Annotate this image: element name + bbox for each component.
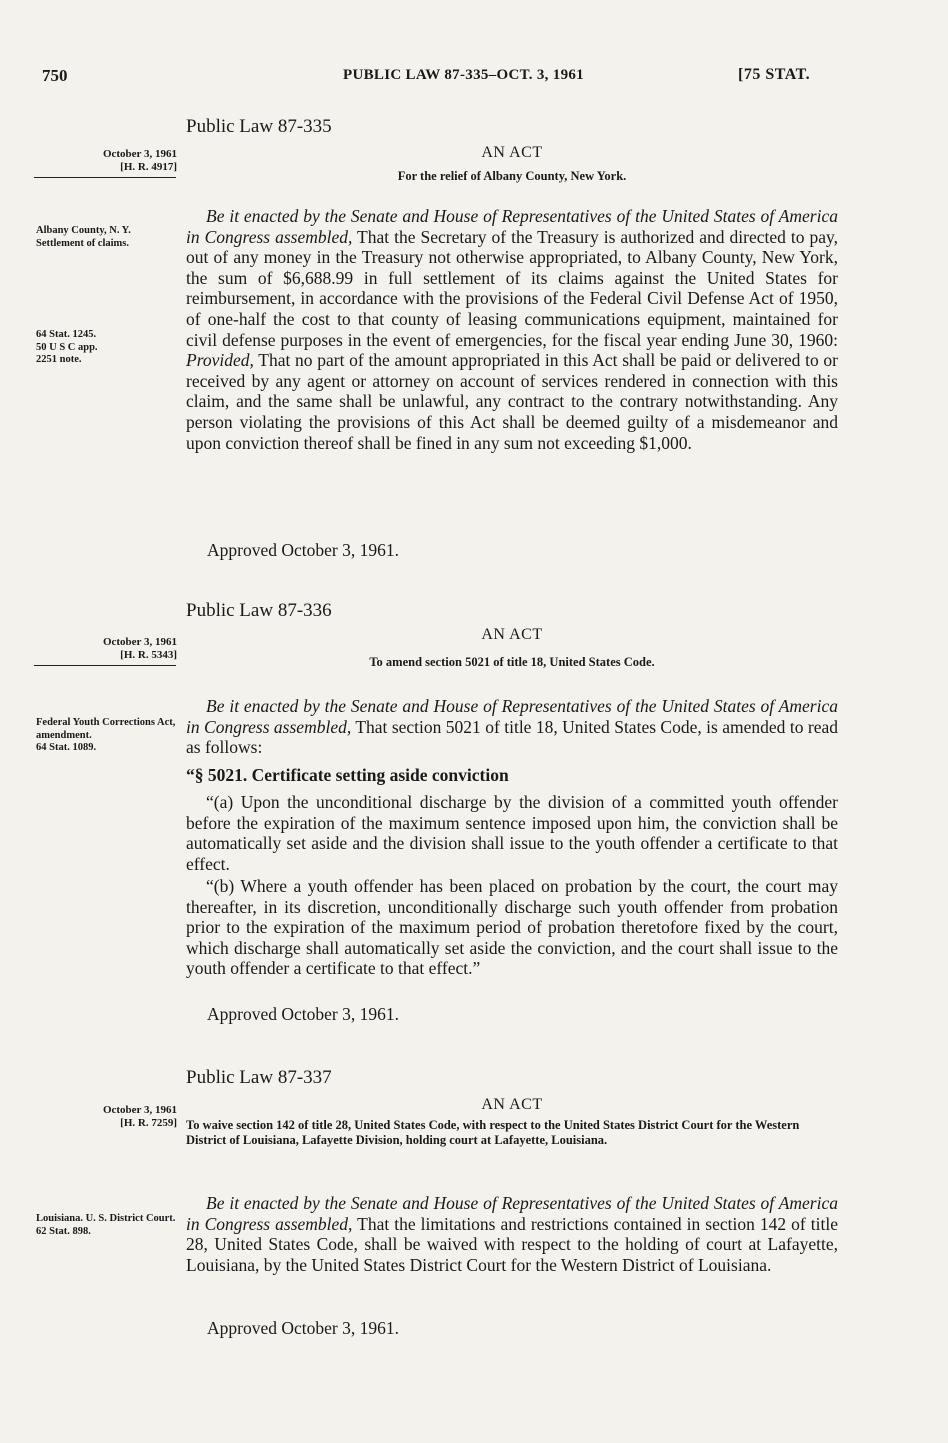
running-title: PUBLIC LAW 87-335–OCT. 3, 1961 bbox=[343, 67, 584, 83]
law2-note-stat: 64 Stat. 1089. bbox=[36, 742, 97, 753]
law3-note-subject: Louisiana. U. S. District Court. bbox=[36, 1213, 176, 1224]
law1-date-note bbox=[34, 148, 177, 178]
law1-note-county: Albany County, N. Y. bbox=[36, 225, 131, 236]
law3-body-part1: That the limitations and restrictions contained in section 142 of title 28, United States Code, shall be waived with respect to the holding of court at Lafayette, Louisiana, by the United States District Court for the Western District of Louisiana. bbox=[186, 1213, 838, 1275]
law2-date-note bbox=[34, 636, 177, 666]
law2-purpose: To amend section 5021 of title 18, United States Code. bbox=[369, 655, 655, 669]
law2-act-heading: AN ACT bbox=[481, 626, 543, 643]
law1-enacting-clause: Be it enacted by the Senate and House of Representatives of the United States of America in Congress assembled, bbox=[186, 206, 838, 247]
law2-body bbox=[186, 696, 838, 758]
law2-date: October 3, 1961 bbox=[102, 636, 177, 648]
law2-title: Public Law 87-336 bbox=[186, 600, 332, 621]
law2-approved: Approved October 3, 1961. bbox=[207, 1004, 399, 1024]
law2-paragraph-b-text: “(b) Where a youth offender has been placed on probation by the court, the court may thereafter, in its discretion, unconditionally discharge such youth offender from probation prior to the expiration of the maximum period of probation theretofore fixed by the court, which discharge shall automatically set aside the conviction, and the court shall issue to the youth offender a certificate to that effect.” bbox=[186, 876, 838, 979]
law1-note-note: 2251 note. bbox=[36, 354, 82, 365]
law2-section-heading: “§ 5021. Certificate setting aside conviction bbox=[186, 765, 509, 785]
law1-title: Public Law 87-335 bbox=[186, 116, 332, 137]
law3-body bbox=[186, 1193, 838, 1275]
law1-date: October 3, 1961 bbox=[102, 148, 177, 160]
law3-date: October 3, 1961 bbox=[102, 1104, 177, 1116]
law1-act-heading: AN ACT bbox=[481, 144, 543, 161]
law3-bill: [H. R. 7259] bbox=[120, 1117, 177, 1129]
law2-margin-rule bbox=[34, 665, 176, 666]
law1-approved: Approved October 3, 1961. bbox=[207, 540, 399, 560]
law2-margin-note-subject bbox=[36, 717, 181, 755]
law3-date-note bbox=[34, 1104, 177, 1130]
page-number: 750 bbox=[42, 66, 68, 85]
law3-act-heading: AN ACT bbox=[481, 1096, 543, 1113]
law1-body-part2: That no part of the amount appropriated in this Act shall be paid or delivered to or received by any agent or attorney on account of services rendered in connection with this claim, and the same shall be unlawful, any contract to the contrary notwithstanding. Any person violating the provisions of this Act shall be deemed guilty of a misdemeanor and upon conviction thereof shall be fined in any sum not exceeding $1,000. bbox=[186, 350, 838, 453]
law2-body-part1: That section 5021 of title 18, United States Code, is amended to read as follows: bbox=[186, 716, 838, 758]
law1-proviso: Provided, bbox=[186, 350, 254, 371]
law1-margin-rule bbox=[34, 177, 176, 178]
law1-bill: [H. R. 4917] bbox=[120, 161, 177, 173]
volume-reference: [75 STAT. bbox=[738, 66, 811, 83]
law3-purpose-text: To waive section 142 of title 28, United States Code, with respect to the United States District Court for the Western District of Louisiana, Lafayette Division, holding court at Lafayette, Louisiana. bbox=[186, 1118, 800, 1147]
law1-note-usc: 50 U S C app. bbox=[36, 341, 98, 353]
law2-bill: [H. R. 5343] bbox=[120, 649, 177, 661]
law2-note-subject: Federal Youth Corrections Act, amendment. bbox=[36, 717, 176, 741]
law2-paragraph-a-text: “(a) Upon the unconditional discharge by the division of a committed youth offender before the expiration of the maximum sentence imposed upon him, the conviction shall be automatically set aside and the division shall issue to the youth offender a certificate to that effect. bbox=[186, 792, 838, 874]
law1-purpose: For the relief of Albany County, New York. bbox=[397, 169, 627, 183]
law1-body bbox=[186, 206, 838, 453]
law3-margin-note-subject bbox=[36, 1213, 181, 1238]
law3-purpose bbox=[186, 1118, 838, 1148]
law2-paragraph-a bbox=[186, 792, 838, 874]
law1-note-settlement: Settlement of claims. bbox=[36, 237, 130, 249]
law3-note-stat: 62 Stat. 898. bbox=[36, 1225, 91, 1237]
law2-paragraph-b bbox=[186, 876, 838, 979]
law3-title: Public Law 87-337 bbox=[186, 1067, 332, 1088]
law1-body-part1: That the Secretary of the Treasury is authorized and directed to pay, out of any money in the Treasury not otherwise appropriated, to Albany County, New York, the sum of $6,688.99 in full settlement of its claims against the United States for reimbursement, in accordance with the provisions of the Federal Civil Defense Act of 1950, of one-half the cost to that county of leasing communications equipment, maintained for civil defense purposes in the event of emergencies, for the fiscal year ending June 30, 1960: bbox=[186, 226, 838, 350]
law3-enacting-clause: Be it enacted by the Senate and House of Representatives of the United States of America in Congress assembled, bbox=[186, 1193, 838, 1234]
law2-enacting-clause: Be it enacted by the Senate and House of Representatives of the United States of America in Congress assembled, bbox=[186, 696, 838, 737]
law1-margin-note-subject bbox=[36, 225, 181, 250]
law1-note-stat: 64 Stat. 1245. bbox=[36, 329, 97, 340]
law3-approved: Approved October 3, 1961. bbox=[207, 1318, 399, 1338]
law1-margin-note-citation bbox=[36, 329, 181, 367]
